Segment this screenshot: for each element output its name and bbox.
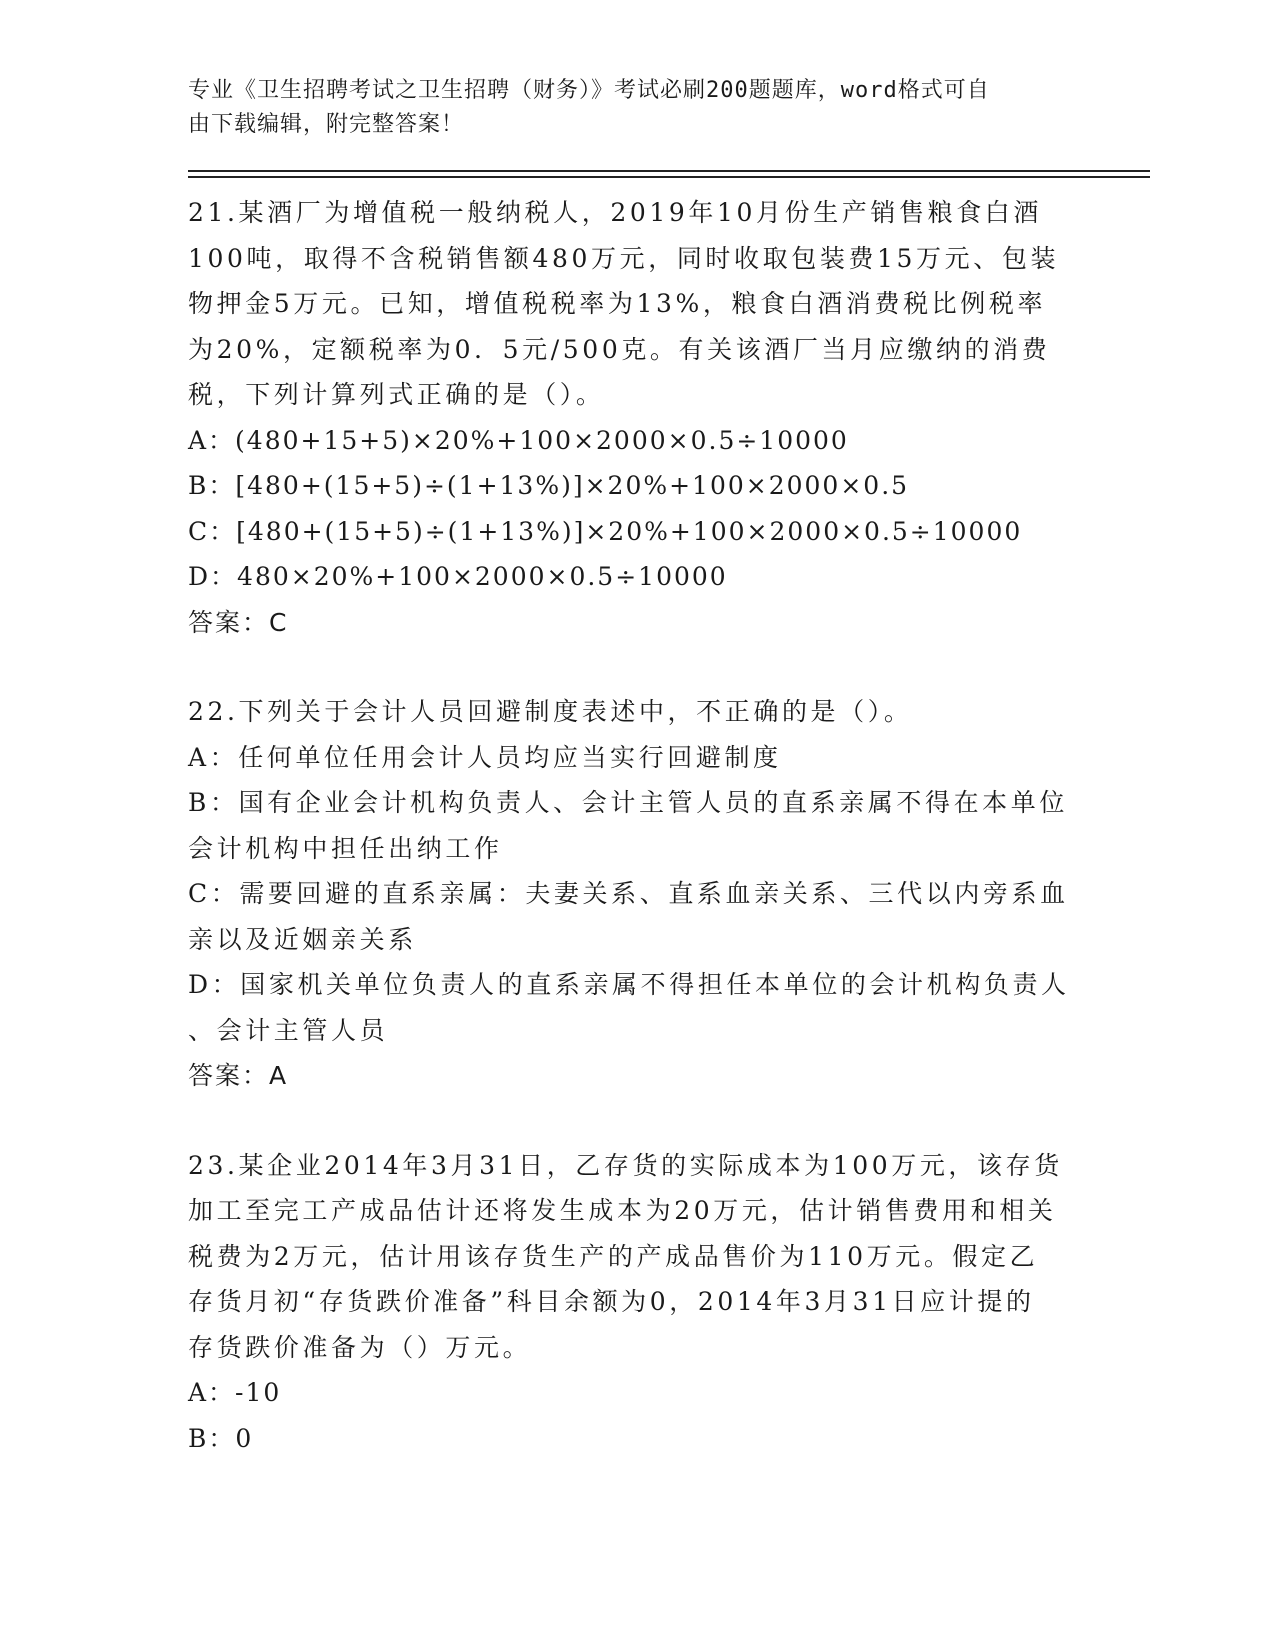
answer-line: 答案：C <box>188 607 289 637</box>
option-c: C：[480+(15+5)÷(1+13%)]×20%+100×2000×0.5÷10000 <box>188 516 1023 546</box>
question-text-line: 22.下列关于会计人员回避制度表述中，不正确的是（）。 <box>188 697 913 726</box>
header-divider-upper <box>188 170 1150 172</box>
question-text-line: 加工至完工产成品估计还将发生成本为20万元，估计销售费用和相关 <box>188 1196 1057 1225</box>
option-a: A：-10 <box>188 1378 282 1407</box>
option-a: A：任何单位任用会计人员均应当实行回避制度 <box>188 742 782 772</box>
question-list <box>188 190 1088 1461</box>
question-spacer <box>188 1099 1088 1143</box>
question-22 <box>188 689 1088 1099</box>
option-d: D：国家机关单位负责人的直系亲属不得担任本单位的会计机构负责人 <box>188 970 1070 999</box>
question-text-line: 为20%，定额税率为0．5元/500克。有关该酒厂当月应缴纳的消费 <box>188 334 1051 364</box>
question-text-line: 21.某酒厂为增值税一般纳税人，2019年10月份生产销售粮食白酒 <box>188 198 1042 227</box>
option-c: C：需要回避的直系亲属：夫妻关系、直系血亲关系、三代以内旁系血 <box>188 879 1069 908</box>
question-text-line: 税，下列计算列式正确的是（）。 <box>188 380 605 409</box>
question-text-line: 物押金5万元。已知，增值税税率为13%，粮食白酒消费税比例税率 <box>188 289 1047 318</box>
question-23 <box>188 1143 1088 1462</box>
option-b-continued: 会计机构中担任出纳工作 <box>188 833 503 863</box>
header-line-2: 由下载编辑，附完整答案！ <box>188 112 465 137</box>
header-line-1: 专业《卫生招聘考试之卫生招聘（财务）》考试必刷200题题库，word格式可自 <box>188 78 990 103</box>
option-a: A：(480+15+5)×20%+100×2000×0.5÷10000 <box>188 425 849 455</box>
option-d: D：480×20%+100×2000×0.5÷10000 <box>188 562 728 591</box>
header-divider-lower <box>188 176 1150 178</box>
question-spacer <box>188 645 1088 689</box>
document-header <box>188 74 1088 142</box>
question-text-line: 税费为2万元，估计用该存货生产的产成品售价为110万元。假定乙 <box>188 1241 1039 1271</box>
answer-line: 答案：A <box>188 1061 289 1090</box>
option-d-continued: 、会计主管人员 <box>188 1015 389 1045</box>
question-21 <box>188 190 1088 645</box>
option-b: B：[480+(15+5)÷(1+13%)]×20%+100×2000×0.5 <box>188 471 910 500</box>
question-text-line: 存货月初“存货跌价准备”科目余额为0，2014年3月31日应计提的 <box>188 1287 1035 1316</box>
question-text-line: 23.某企业2014年3月31日，乙存货的实际成本为100万元，该存货 <box>188 1150 1063 1180</box>
option-c-continued: 亲以及近姻亲关系 <box>188 924 417 954</box>
question-text-line: 存货跌价准备为（）万元。 <box>188 1332 532 1362</box>
option-b: B：国有企业会计机构负责人、会计主管人员的直系亲属不得在本单位 <box>188 788 1068 817</box>
question-text-line: 100吨，取得不含税销售额480万元，同时收取包装费15万元、包装 <box>188 243 1060 273</box>
option-b: B：0 <box>188 1423 254 1453</box>
